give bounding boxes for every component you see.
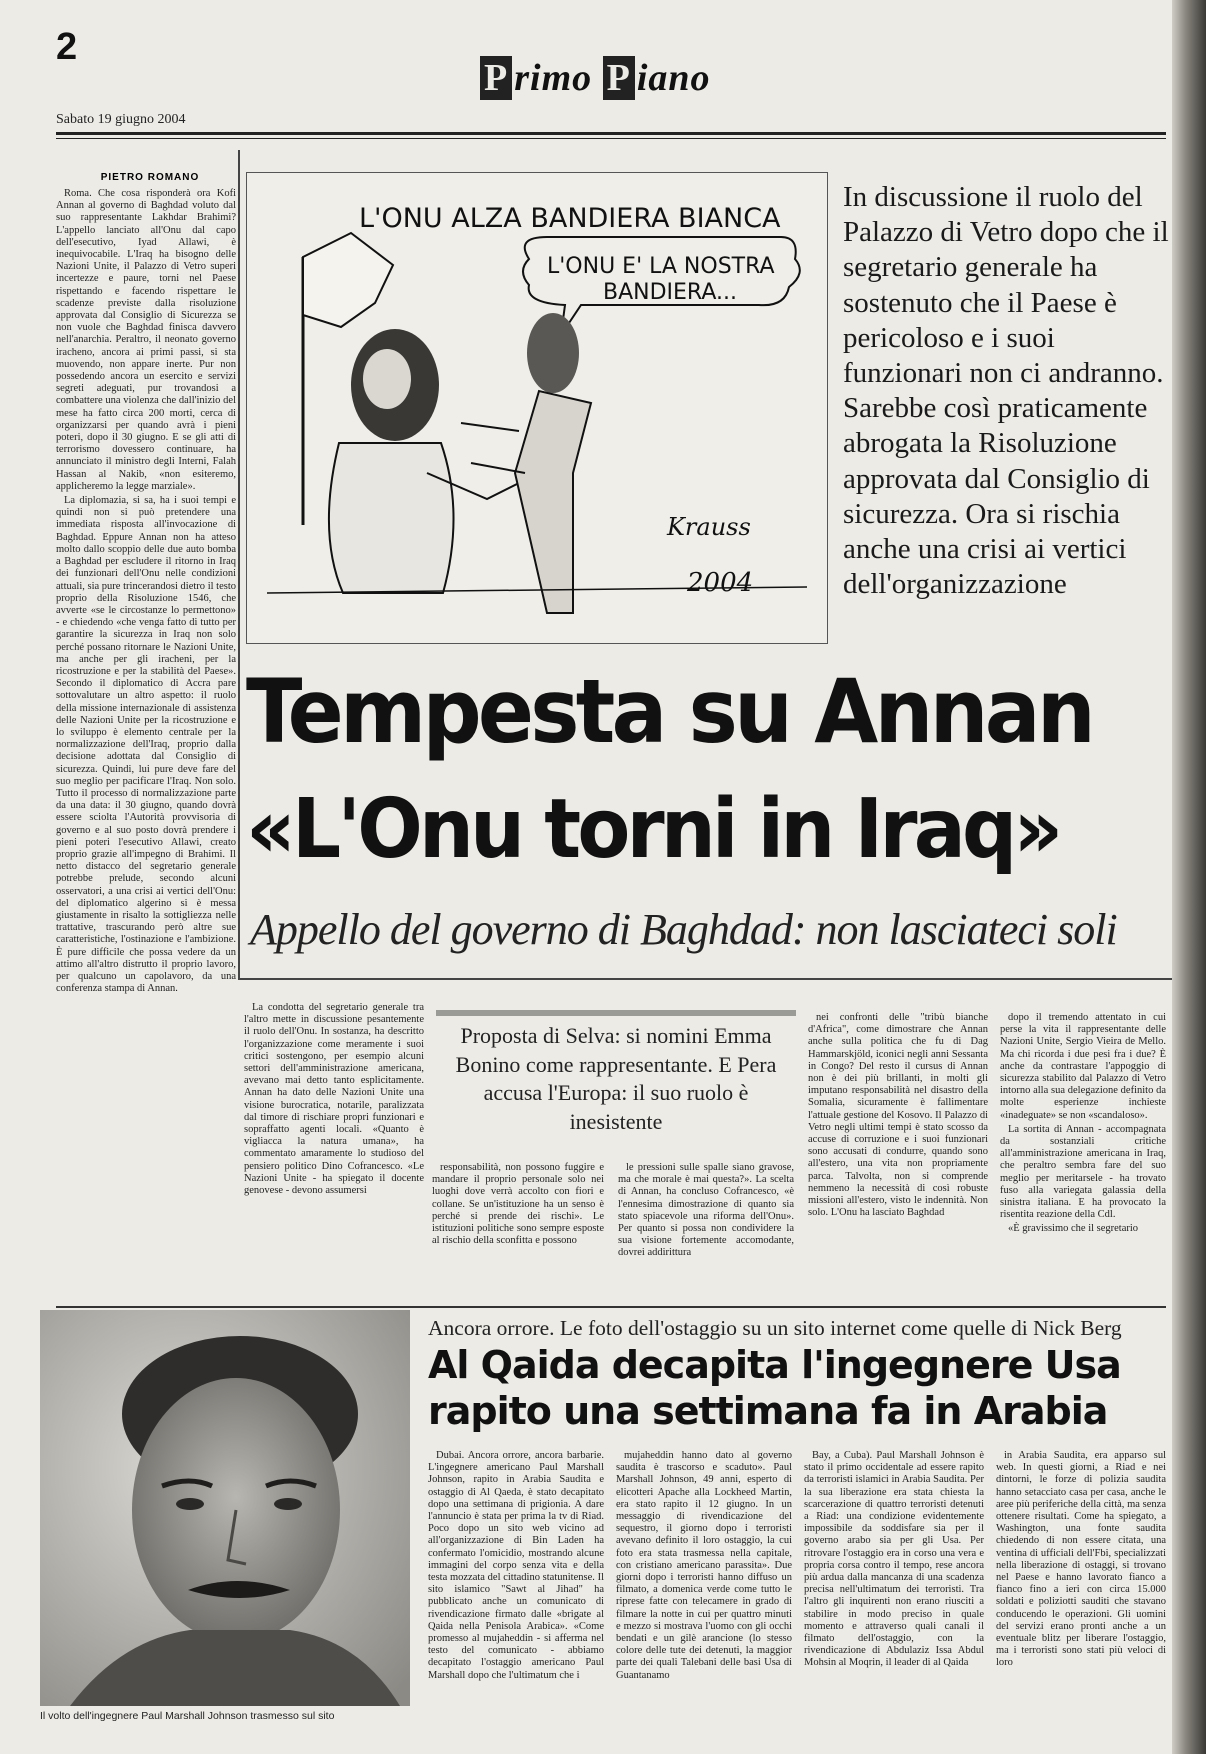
page-spine-shadow <box>1172 0 1206 1754</box>
section-divider <box>56 1306 1166 1308</box>
story-column-3 <box>804 1450 984 1742</box>
pointing-arm <box>461 423 519 431</box>
article-column-2 <box>244 1002 424 1302</box>
headline-line-2: «L'Onu torni in Iraq» <box>246 782 1060 877</box>
section-word: rimo <box>514 57 593 99</box>
story-headline-line-2: rapito una settimana fa in Arabia <box>428 1389 1108 1433</box>
figure-head-right <box>527 313 579 393</box>
headline-line-1: Tempesta su Annan <box>246 660 1092 763</box>
cartoon-drawing <box>247 173 827 643</box>
frame-rule-horizontal <box>238 978 1172 980</box>
portrait-image <box>40 1310 410 1706</box>
paragraph: La sortita di Annan - accompagnata da sostanziali critiche all'amministrazione americana in Iraq, che peraltro sembra fare del suo meglio per meritarsele - ha trovato fuso alla variegata galassia della sinistra italiana. E ha provocato la risentita reazione della Cdl. <box>1000 1123 1166 1221</box>
figure-body-right <box>515 391 591 613</box>
speech-line: BANDIERA... <box>603 280 737 305</box>
article-column-3 <box>432 1162 604 1302</box>
hostage-photo <box>40 1310 410 1706</box>
paragraph: nei confronti delle "tribù bianche d'Africa", come dimostrare che Annan anche sulla politica che fu di Dag Hammarskjöld, iconici negli anni Sessanta in Congo? Del resto il cursus di Annan non è dei più brillanti, in molti gli imputano responsabilità nel disastro della Somalia, sicuramente è fallimentare l'attuale gestione del Kosovo. Il Palazzo di Vetro negli ultimi tempi è stato scosso da accuse di corruzione e i suoi funzionari sono accusati di condurre, quando sono all'estero, una vita non propriamente parca. Talvolta, non si comprende nemmeno la necessità di così robuste missioni all'estero, visto le indennità. Non solo. L'Onu ha lasciato Baghdad <box>808 1012 988 1219</box>
article-column-5 <box>808 1012 988 1302</box>
paragraph: Bay, a Cuba). Paul Marshall Johnson è stato il primo occidentale ad essere rapito da terroristi islamici in Arabia Saudita. Per la sua liberazione era stata chiesta la scarcerazione di quattro terroristi detenuti a Riad: una condizione evidentemente impossibile da soddisfare sia per il governo arabo sia per gli Usa. Per ritrovare l'ostaggio era in corso una vera e propria corsa contro il tempo, rese ancora più ardua dalla mancanza di una scadenza precisa nell'ultimatum dei terroristi. Tra l'altro gli inquirenti non erano riusciti a stabilire in modo preciso in quale momento e attraverso quali canali il filmato dell'ostaggio, con la rivendicazione di Abdulaziz Issa Abdul Mohsin al Moqrin, il leader di al Qaida <box>804 1450 984 1669</box>
headline-deck: In discussione il ruolo del Palazzo di Vetro dopo che il segretario generale ha sostenuto che il Paese è pericoloso e i suoi funzionari non ci andranno. Sarebbe così praticamente abrogata la Risoluzione approvata dal Consiglio di sicurezza. Ora si rischia anche una crisi ai vertici dell'organizzazione <box>843 181 1169 601</box>
paragraph: «È gravissimo che il segretario <box>1008 1223 1139 1235</box>
frame-rule-vertical <box>238 150 240 978</box>
header-rule <box>56 132 1166 135</box>
paragraph: La condotta del segretario generale tra l'altro mette in discussione pesantemente il ruolo dell'Onu. In sostanza, ha descritto l'organizzazione come meramente i suoi critici sostengono, per esempio alcuni settori dell'amministrazione americana, avevano mai detto tanto esplicitamente. Annan ha dato delle Nazioni Unite una visione burocratica, notarile, paralizzata dal timore di rischiare propri funzionari e sopraffatto agenti locali. «Quanto è vigliacca la natura umana», ha commentato amaramente lo studioso del pensiero politico Dino Cofrancesco. «Le Nazioni Unite - ha spiegato il docente genovese - devono assumersi <box>244 1002 424 1197</box>
photo-caption: Il volto dell'ingegnere Paul Marshall Johnson trasmesso sul sito <box>40 1710 335 1722</box>
section-word: iano <box>636 57 711 99</box>
figure-face-left <box>363 349 411 409</box>
subheadline: Appello del governo di Baghdad: non lasciateci soli <box>250 905 1117 954</box>
paragraph: responsabilità, non possono fuggire e mandare il proprio personale solo nei luoghi dove verrà accolto con fiori e collane. Se un'istituzione ha un senso è perché si prende dei rischi». Le istituzioni politiche sono sempre esposte al rischio della sconfitta e possono <box>432 1162 604 1247</box>
article-column-1 <box>56 188 236 1244</box>
paragraph: in Arabia Saudita, era apparso sul web. In questi giorni, a Riad e nei dintorni, le forze di polizia saudita hanno setacciato casa per casa, anche le aree più periferiche della città, ma senza ottenere risultati. Come ha spiegato, a Washington, una fonte saudita chiedendo di non essere citata, una ventina di ufficiali dell'Fbi, specializzati nella liberazione di ostaggi, si trovano nel Paese e hanno lavorato fianco a fianco fino a ieri con circa 15.000 soldati e poliziotti sauditi che stavano conducendo le operazioni. Gli uomini del servizi erano pronti anche a un eventuale blitz per liberare l'ostaggio, ma i terroristi sono stati più veloci di loro <box>996 1450 1166 1669</box>
story-kicker: Ancora orrore. Le foto dell'ostaggio su un sito internet come quelle di Nick Berg <box>428 1316 1122 1340</box>
article-column-4 <box>618 1162 794 1302</box>
cartoon-year: 2004 <box>687 568 754 598</box>
paragraph: Dubai. Ancora orrore, ancora barbarie. L'ingegnere americano Paul Marshall Johnson, rapito in Arabia Saudita e ostaggio di Al Qaeda, è stato decapitato dopo una settimana di prigionia. A dare l'annuncio è stata per prima la tv di Riad. Poco dopo un sito web vicino ad all'organizzazione di Bin Laden ha confermato l'omicidio, mostrando alcune immagini del corpo senza vita e della testa mozzata del cittadino statunitense. Il sito islamico "Sawt al Jihad" ha pubblicato anche un comunicato di rivendicazione firmato dalle «brigate al Qaida nella Penisola Arabica». «Come promesso al mujaheddin - si afferma nel testo del comunicato - abbiamo decapitato l'ostaggio americano Paul Marshall dopo che l'ultimatum che i <box>428 1450 604 1681</box>
story-column-2 <box>616 1450 792 1742</box>
header-rule-thin <box>56 138 1166 139</box>
paragraph: La diplomazia, si sa, ha i suoi tempi e quindi non si può pretendere una immediata risposta all'invocazione di Baghdad. Eppure Annan non ha atteso molto dallo scoppio delle due auto bomba a Baghdad per escludere il ritorno in Iraq dei funzionari dell'Onu nelle condizioni attuali, sia pure trincerandosi dietro il testo proprio della Risoluzione 1546, che avverte «se le circostanze lo permettono» - e chiedendo «che venga fatto di tutto per garantire la sicurezza in Iraq non solo perché possano ritornare le Nazioni Unite, ma anche per gli iracheni, per la ricostruzione e per la stabilità del Paese». Secondo il diplomatico di Accra pare sottovalutare un altro aspetto: il ruolo della missione internazionale di assistenza delle Nazioni Unite per la ricostruzione e lo sviluppo è elemento centrale per la normalizzazione dell'Iraq, proprio dalla decisione adottata dal Consiglio di sicurezza. Quindi, lui pure deve fare del suo meglio per pacificare l'Iraq. Non solo. Tutto il processo di normalizzazione parte da una data: il 30 giugno, quando dovrà essere sciolta l'Autorità provvisoria di governo e al suo posto dovrà prendere i pieni poteri l'esecutivo Allawi, creato proprio grazie all'impegno di Brahimi. Il netto distacco del segretario generale potrebbe prelude, secondo alcuni osservatori, a una crisi ai vertici dell'Onu: del diplomatico algerino si è messa giustamente in risalto la sottigliezza nelle trattative, trascurando però altre sue caratteristiche, l'ostinazione e l'ambizione. È pure difficile che possa vedere da un attimo all'altro distrutto il proprio lavoro, per qualcuno un capolavoro, da una conferenza stampa di Annan. <box>56 495 236 995</box>
story-headline-line-1: Al Qaida decapita l'ingegnere Usa <box>428 1343 1121 1387</box>
page-number: 2 <box>56 26 78 68</box>
article-column-6 <box>1000 1012 1166 1302</box>
pullquote: Proposta di Selva: si nomini Emma Bonino come rappresentante. E Pera accusa l'Europa: il suo ruolo è inesistente <box>436 1010 796 1136</box>
issue-date: Sabato 19 giugno 2004 <box>56 112 186 127</box>
cartoonist-signature: Krauss <box>667 513 751 541</box>
story-headline <box>428 1342 1121 1434</box>
paragraph: mujaheddin hanno dato al governo saudita è trascorso e scaduto». Paul Marshall Johnson, 49 anni, esperto di elicotteri Apache alla Lockheed Martin, era stato rapito il 12 giugno. In un messaggio di rivendicazione del sequestro, il giorno dopo i terroristi avevano definito il loro ostaggio, la cui foto era stata trasmessa nella capitale, con cristiano americano parassita». Due giorni dopo i terroristi hanno diffuso un filmato, a domenica verde come tutto le riprese fatte con telecamere in grado di filmare la notte in cui per quattro minuti e mezzo si mostrava l'uomo con gli occhi bendati e un gilè arancione (lo stesso colore delle tute dei detenuti, la maggior parte dei quali Talebani delle basi Usa di Guantanamo <box>616 1450 792 1681</box>
speech-line: L'ONU E' LA NOSTRA <box>547 254 775 279</box>
section-initial: P <box>480 56 512 100</box>
white-flag <box>303 233 393 327</box>
section-initial: P <box>603 56 635 100</box>
byline: PIETRO ROMANO <box>100 172 200 183</box>
story-column-1 <box>428 1450 604 1742</box>
editorial-cartoon <box>246 172 828 644</box>
cartoon-title: L'ONU ALZA BANDIERA BIANCA <box>359 203 781 234</box>
paragraph: dopo il tremendo attentato in cui perse la vita il rappresentante delle Nazioni Unite, Sergio Vieira de Mello. Ma chi ricorda i due pesi fra i due? È anche da contrastare l'appoggio di sicurezza stabilito dal Palazzo di Vetro intorno alla sua delegazione definito da molte esperienze inchieste «inadeguate» se non «scandaloso». <box>1000 1012 1166 1121</box>
paragraph: Roma. Che cosa risponderà ora Kofi Annan al governo di Baghdad voluto dal suo rappresentante Lakhdar Brahimi? L'appello lanciato all'Onu dal capo dell'esecutivo, Iyad Allawi, è inequivocabile. L'Iraq ha bisogno delle Nazioni Unite, il Palazzo di Vetro superi incertezze e paure, torni nel Paese rispettando e facendo rispettare le scadenze previste dalla risoluzione approvata dal Consiglio di Sicurezza se non vuole che Baghdad finisca davvero nell'anarchia. Peraltro, il neonato governo iracheno, ancora ai primi passi, si sta muovendo, non appare inerte. Pur non possedendo ancora un esercito e servizi segreti adeguati, pur trovandosi a combattere una violenza che dall'inizio del mese ha fatto circa 200 morti, cerca di organizzarsi per quando avrà i pieni poteri, dopo il 30 giugno. E se gli atti di terrorismo dovessero continuare, ha annunciato il ministro degli Interni, Falah Hassan al Nakib, «non esiteremo, applicheremo la legge marziale». <box>56 188 236 492</box>
story-column-4 <box>996 1450 1166 1742</box>
paragraph: le pressioni sulle spalle siano gravose, ma che morale è mai questa?». La scelta di Annan, ha concluso Cofrancesco, «è l'ennesima dimostrazione di quanto sia stato spiacevole una riforma dell'Onu». Per quanto si possa non condividere la sua visione fortemente accomodante, dovrei addirittura <box>618 1162 794 1259</box>
figure-body-left <box>329 443 454 593</box>
section-title <box>480 56 711 100</box>
